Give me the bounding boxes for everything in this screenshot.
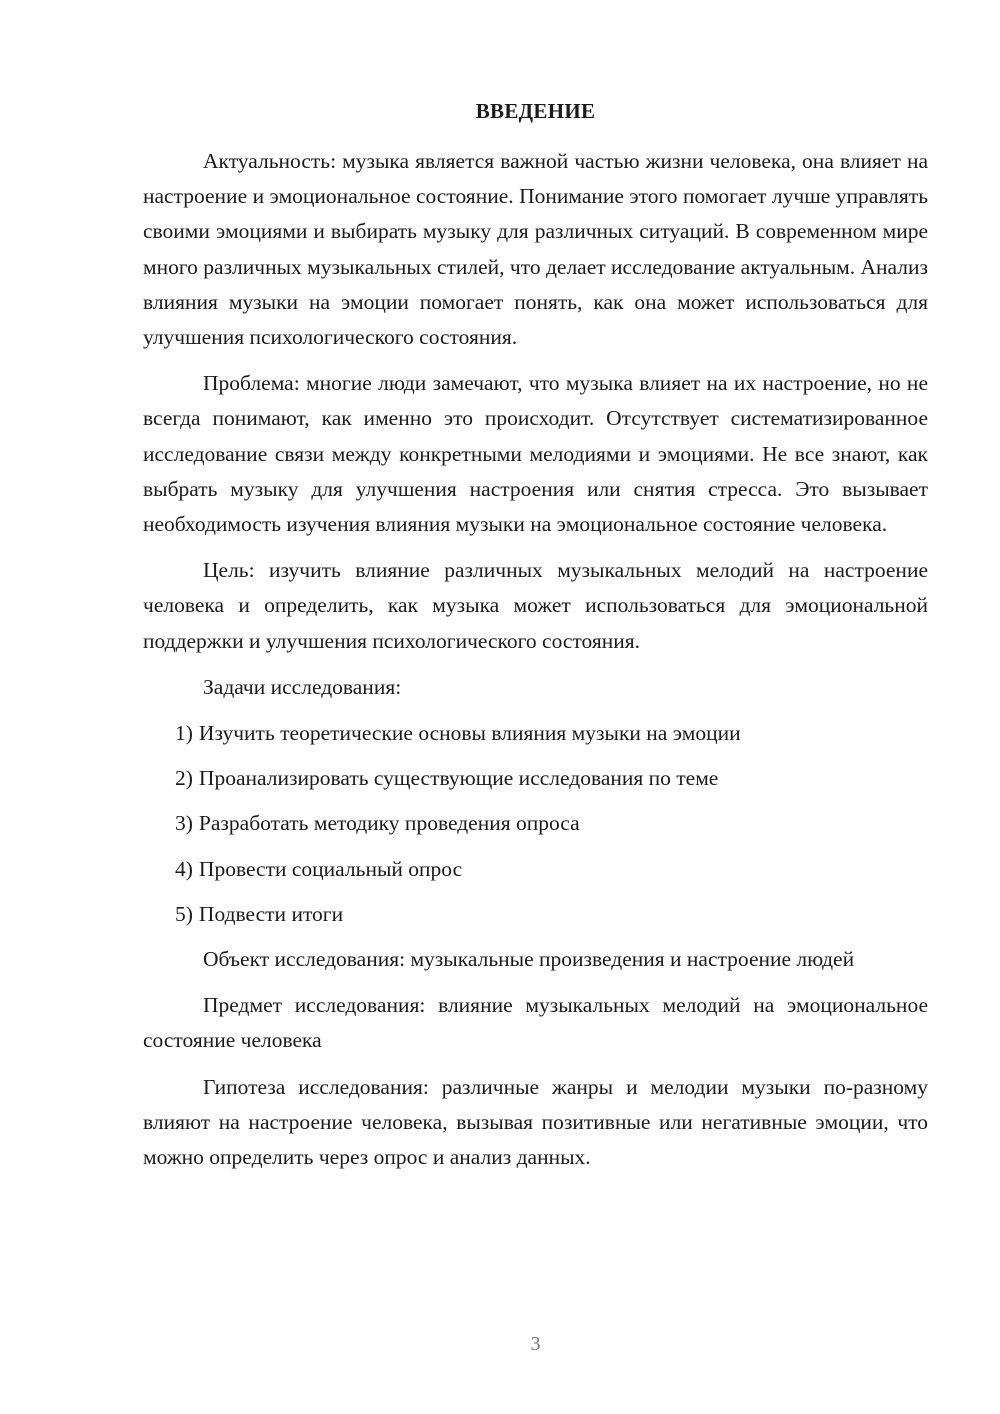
paragraph-relevance: Актуальность: музыка является важной частью жизни человека, она влияет на настроение и эмоциональное состояние. Понимание этого помогает лучше управлять своими эмоциями и выбирать музыку для различных ситуаций. В современном мире много различных музыкальных стилей, что делает исследование актуальным. Анализ влияния музыки на эмоции помогает понять, как она может использоваться для улучшения психологического состояния.	[143, 149, 928, 350]
paragraph-tasks-heading: Задачи исследования:	[203, 674, 402, 699]
list-item-text: Провести социальный опрос	[198, 856, 463, 881]
list-item	[175, 806, 928, 841]
list-item-number: 2)	[175, 766, 193, 791]
paragraph-object: Объект исследования: музыкальные произведения и настроение людей	[203, 947, 855, 972]
paragraph-hypothesis: Гипотеза исследования: различные жанры и мелодии музыки по-разному влияют на настроение человека, вызывая позитивные или негативные эмоции, что можно определить через опрос и анализ данных.	[143, 1074, 928, 1170]
list-item-number: 4)	[175, 856, 193, 881]
list-item	[175, 897, 928, 932]
section-title: ВВЕДЕНИЕ	[475, 99, 596, 123]
paragraph-goal: Цель: изучить влияние различных музыкальных мелодий на настроение человека и определить, как музыка может использоваться для эмоциональной поддержки и улучшения психологического состояния.	[143, 558, 928, 653]
list-item-number: 1)	[175, 721, 193, 746]
list-item	[175, 761, 928, 796]
paragraph-problem: Проблема: многие люди замечают, что музыка влияет на их настроение, но не всегда понимают, как именно это происходит. Отсутствует систематизированное исследование связи между конкретными мелодиями и эмоциями. Не все знают, как выбрать музыку для улучшения настроения или снятия стресса. Это вызывает необходимость изучения влияния музыки на эмоциональное состояние человека.	[143, 371, 928, 537]
list-item	[175, 852, 928, 887]
list-item-text: Разработать методику проведения опроса	[198, 811, 580, 836]
document-page	[143, 0, 928, 1414]
list-item	[175, 716, 928, 751]
list-item-text: Изучить теоретические основы влияния музыки на эмоции	[198, 721, 741, 746]
page-number: 3	[530, 1333, 541, 1355]
list-item-text: Подвести итоги	[198, 901, 344, 926]
document-body	[143, 144, 928, 1186]
list-item-number: 5)	[175, 901, 193, 926]
list-item-number: 3)	[175, 811, 193, 836]
paragraph-subject: Предмет исследования: влияние музыкальных мелодий на эмоциональное состояние человека	[143, 993, 928, 1053]
list-item-text: Проанализировать существующие исследования по теме	[198, 766, 719, 791]
